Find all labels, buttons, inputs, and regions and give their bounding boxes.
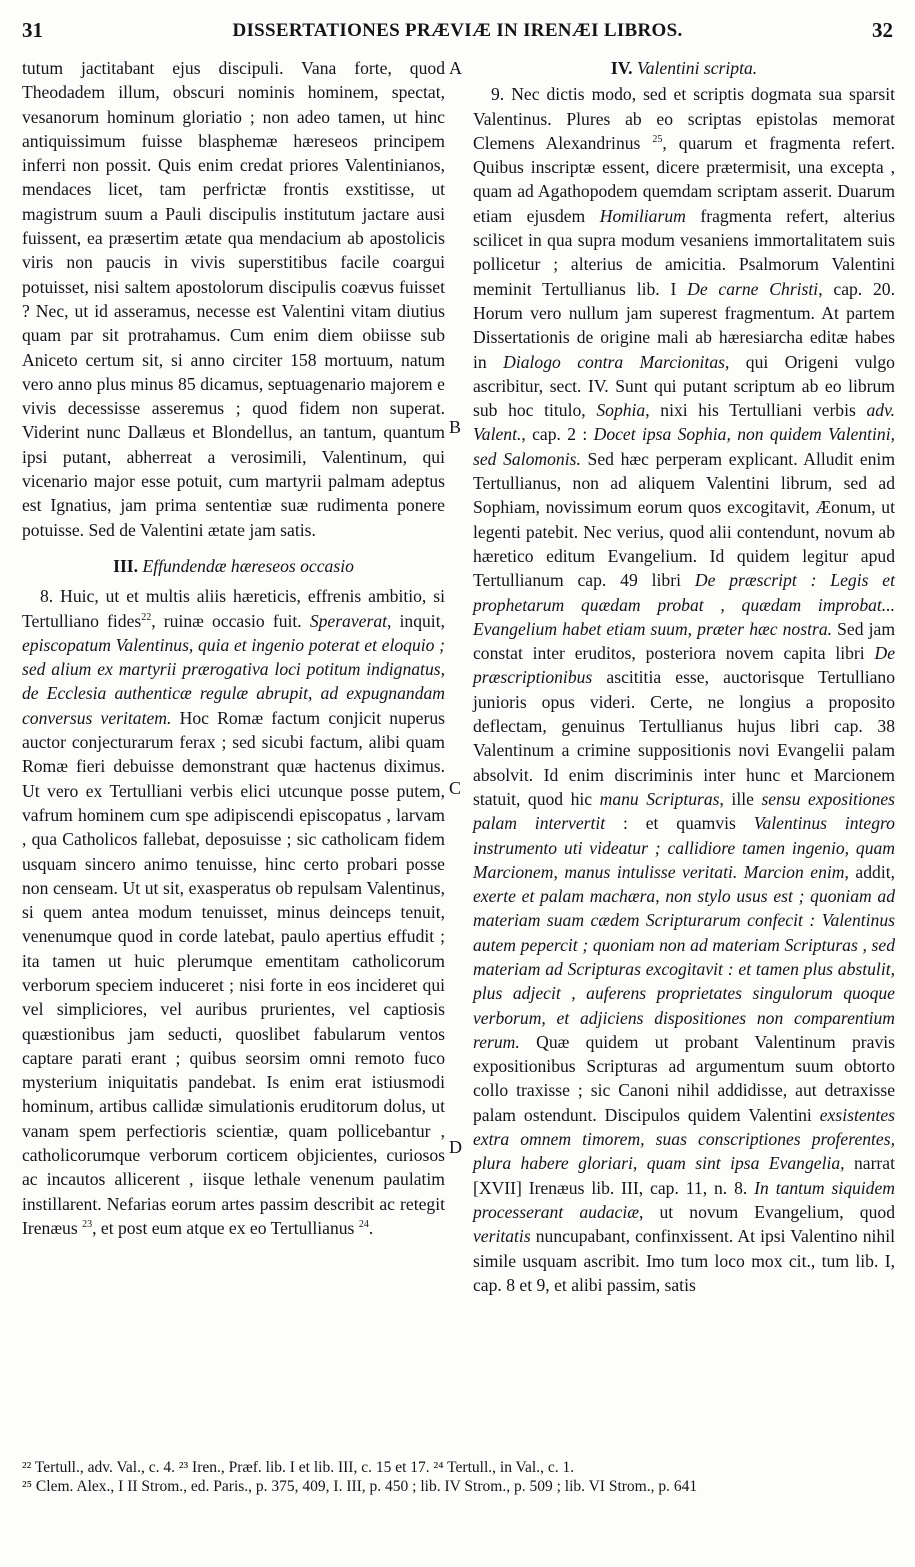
footnote-ref-25: 25 — [652, 134, 663, 146]
section-heading-iii — [22, 554, 445, 578]
section-title: Valentini scripta. — [636, 58, 758, 78]
page-number-left: 31 — [22, 18, 43, 42]
section-number: IV. — [610, 58, 633, 78]
section-heading-iv — [473, 56, 895, 80]
paragraph-8: 8. Huic, ut et multis aliis hæreticis, effrenis ambitio, si Tertulliano fides$^{22}$, ruinæ occasio fuit. Speraverat, inquit, episcopatum Valentinus, quia et ingenio poterat et eloquio ; sed alium ex martyrii prærogativa loci potitum indignatus, de Ecclesia authenticæ regulæ abrupit, ad expugnandam conversus veritatem. Hoc Romæ factum conjicit nuperus auctor conjecturarum ferax ; sed sicubi factum, alibi quam Romæ fieri debuisse demonstrant quæ hactenus diximus. Ut vero ex Tertulliani verbis elici utcunque posse putem, vafrum hominem cum spe adipiscendi episcopatus , larvam , qua Catholicos fallebat, deposuisse ; sic catholicam fidem usquam sincero animo tenuisse, hinc certo probari posse non censeam. Ut ut sit, exasperatus ob repulsam Valentinus, si quem antea modum tenuisset, minus deinceps tenuit, venenumque quod in corde latebat, paulo apertius effudit ; ita tamen ut huic plerumque ementitam catholicorum verborum speciem induceret ; nisi forte in eos incideret qui vel simpliciores, vel auribus prurientes, vel captiosis quæstionibus jam seducti, quoslibet fabularum ventos captare parati erant ; quibus seorsim omni remoto fuco mysterium iniquitatis pandebat. Is enim erat istiusmodi hominum, artibus callidæ simulationis eruditorum dolus, ut vanam spem perfectioris scientiæ, quam pollicebantur , catholicorumque verborum corticem objicientes, curiosos ac incautos allicerent , iisque lethale venenum paulatim instillarent. Nefarias eorum artes passim describit ac retegit Irenæus $^{23}$, et post eum atque ex eo Tertullianus $^{24}$. — [22, 586, 445, 1238]
margin-letter-a: A — [449, 58, 462, 78]
footnote-ref-22: 22 — [141, 611, 152, 623]
running-header — [22, 18, 893, 44]
page-number-right: 32 — [872, 18, 893, 42]
paragraph-valentinus-age: tutum jactitabant ejus discipuli. Vana forte, quod Theodadem illum, obscuri nominis hominem, spectat, vesanorum hominum gloriatio ; non adeo tamen, ut hinc antiquissimum fuisse blasphemæ hæreseos principem inferri non possit. Quis enim credat priores Valentinianos, mendaces licet, tam perfrictæ frontis exstitisse, ut magistrum suum a Pauli discipulis institutum jactare ausi fuissent, ea præsertim ætate qua mendacium ab apostolicis viris non paucis in vivis superstitibus facile coargui potuisset, nisi saltem apostolorum discipulis coævus fuisset ? Nec, ut id asseramus, necesse est Valentini vitam diutius quam par sit protrahamus. Cum enim diem obiisse sub Aniceto certum sit, si anno circiter 158 mortuum, natum vero anno plus minus 85 dicamus, septuagenario majorem e vivis decessisse asseremus ; quod fidem non superat. Viderint nunc Dallæus et Blondellus, an tantum, quantum ipsi putant, abherreat a verosimili, Valentinum, qui vicenario major esse potuit, cum martyrii palmam adeptus est Ignatius, jam prima sententiæ suæ rudimenta ponere potuisse. Sed de Valentini ætate jam satis. — [22, 58, 445, 540]
footnotes — [22, 1458, 893, 1496]
footnote-line-1: ²² Tertull., adv. Val., c. 4. ²³ Iren., Præf. lib. I et lib. III, c. 15 et 17. ²⁴ Tertull., in Val., c. 1. — [22, 1459, 575, 1476]
footnote-line-2: ²⁵ Clem. Alex., I II Strom., ed. Paris., p. 375, 409, I. III, p. 450 ; lib. IV Strom., p. 509 ; lib. VI Strom., p. 641 — [22, 1478, 698, 1495]
margin-letter-b: B — [449, 417, 462, 437]
paragraph-9: 9. Nec dictis modo, sed et scriptis dogmata sua sparsit Valentinus. Plures ab eo scriptas epistolas memorat Clemens Alexandrinus $^{25}$, quarum et fragmenta refert. Quibus inscriptæ essent, dicere prætermisit, una excepta , quam ad Agathopodem quemdam scriptam asserit. Duarum etiam ejusdem Homiliarum fragmenta refert, alterius scilicet in qua supra modum vesaniens immortalitatem suis pollicetur ; alterius de amicitia. Psalmorum Valentini meminit Tertullianus lib. I De carne Christi, cap. 20. Horum vero nullum jam superest fragmentum. At partem Dissertationis de origine mali ab hæresiarcha editæ habes in Dialogo contra Marcionitas, qui Origeni vulgo ascribitur, sect. IV. Sunt qui putant scriptum ab eo librum sub hoc titulo, Sophia, nixi his Tertulliani verbis adv. Valent., cap. 2 : Docet ipsa Sophia, non quidem Valentini, sed Salomonis. Sed hæc perperam explicant. Alludit enim Tertullianus, non ad aliquem Valentini librum, sed ad Sophiam, novissimum eorum quos excogitavit, Æonum, ut legenti patebit. Nec verius, quod alii contendunt, novum ab hæretico editum Evangelium. Id quidem legitur apud Tertullianum cap. 49 libri De præscript : Legis et prophetarum quædam probat , quædam improbat... Evangelium habet etiam suum, præter hæc nostra. Sed jam constat inter eruditos, posteriora novem capita libri De præscriptionibus ascititia esse, auctorisque Tertulliano junioris opus videri. Certe, ne longius a proposito deflectam, genuinus Tertullianus hujus libri cap. 38 Valentinum a crimine suppositionis novi Evangelii palam absolvit. Id enim discriminis inter hunc et Marcionem statuit, quod hic manu Scripturas, ille sensu expositiones palam intervertit : et quamvis Valentinus integro instrumento uti videatur ; callidiore tamen ingenio, quam Marcionem, manus intulisse veritati. Marcion enim, addit, exerte et palam machæra, non stylo usus est ; quoniam ad materiam suam cædem Scripturarum confecit : Valentinus autem pepercit ; quoniam non ad materiam Scripturas , sed materiam ad Scripturas excogitavit : et tamen plus abstulit, plus adjecit , auferens proprietates singulorum quoque verborum, et adjiciens dispositiones non comparentium rerum. Quæ quidem ut probant Valentinum pravis expositionibus Scripturas ad argumentum suum obtorto collo traxisse ; sic Canoni nihil addidisse, aut detraxisse palam ostendunt. Discipulos quidem Valentini exsistentes extra omnem timorem, suas conscriptiones proferentes, plura habere gloriari, quam sint ipsa Evangelia, narrat [XVII] Irenæus lib. III, cap. 11, n. 8. In tantum siquidem processerant audaciæ, ut novum Evangelium, quod veritatis nuncupabant, confinxissent. At ipsi Valentino nihil simile usquam ascribit. Imo tum loco mox cit., tum lib. I, cap. 8 et 9, et alibi passim, satis — [473, 84, 896, 1295]
margin-letter-c: C — [449, 778, 462, 798]
footnote-ref-24: 24 — [358, 1219, 369, 1231]
footnote-ref-23: 23 — [82, 1219, 93, 1231]
right-column — [473, 56, 895, 1297]
section-title: Effundendæ hæreseos occasio — [142, 555, 354, 576]
left-column — [22, 56, 445, 1240]
margin-letter-d: D — [449, 1137, 462, 1157]
section-number: III. — [113, 555, 139, 576]
running-title: DISSERTATIONES PRÆVIÆ IN IRENÆI LIBROS. — [232, 20, 683, 41]
